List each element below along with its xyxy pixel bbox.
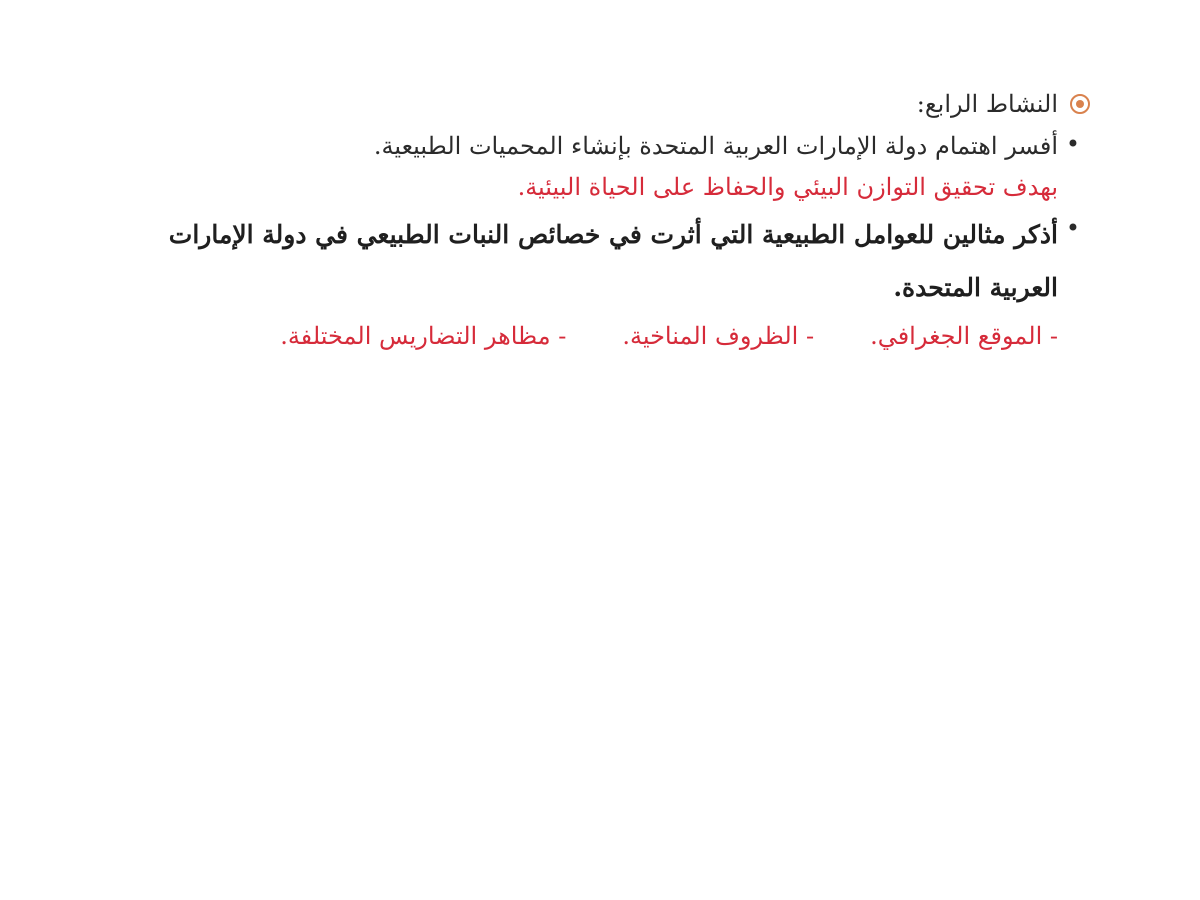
question-item-1 [110, 126, 1090, 208]
answer-item: - الظروف المناخية. [622, 322, 815, 350]
activity-heading [110, 82, 1090, 126]
question-item-2 [110, 208, 1090, 358]
activity-title: النشاط الرابع: [916, 90, 1058, 118]
answer-text-1: بهدف تحقيق التوازن البيئي والحفاظ على الحياة البيئية. [517, 173, 1058, 201]
target-icon [1070, 94, 1090, 114]
question-text-1: أفسر اهتمام دولة الإمارات العربية المتحدة بإنشاء المحميات الطبيعية. [373, 132, 1058, 160]
activity-section [110, 82, 1090, 358]
answer-item: - مظاهر التضاريس المختلفة. [280, 322, 567, 350]
bullet-icon: • [1065, 214, 1080, 242]
answer-item: - الموقع الجغرافي. [870, 322, 1058, 350]
question-text-2: أذكر مثالين للعوامل الطبيعية التي أثرت في خصائص النبات الطبيعي في دولة الإمارات العربية المتحدة. [168, 220, 1058, 302]
answer-list-2 [110, 314, 1058, 358]
bullet-icon: • [1065, 130, 1080, 158]
